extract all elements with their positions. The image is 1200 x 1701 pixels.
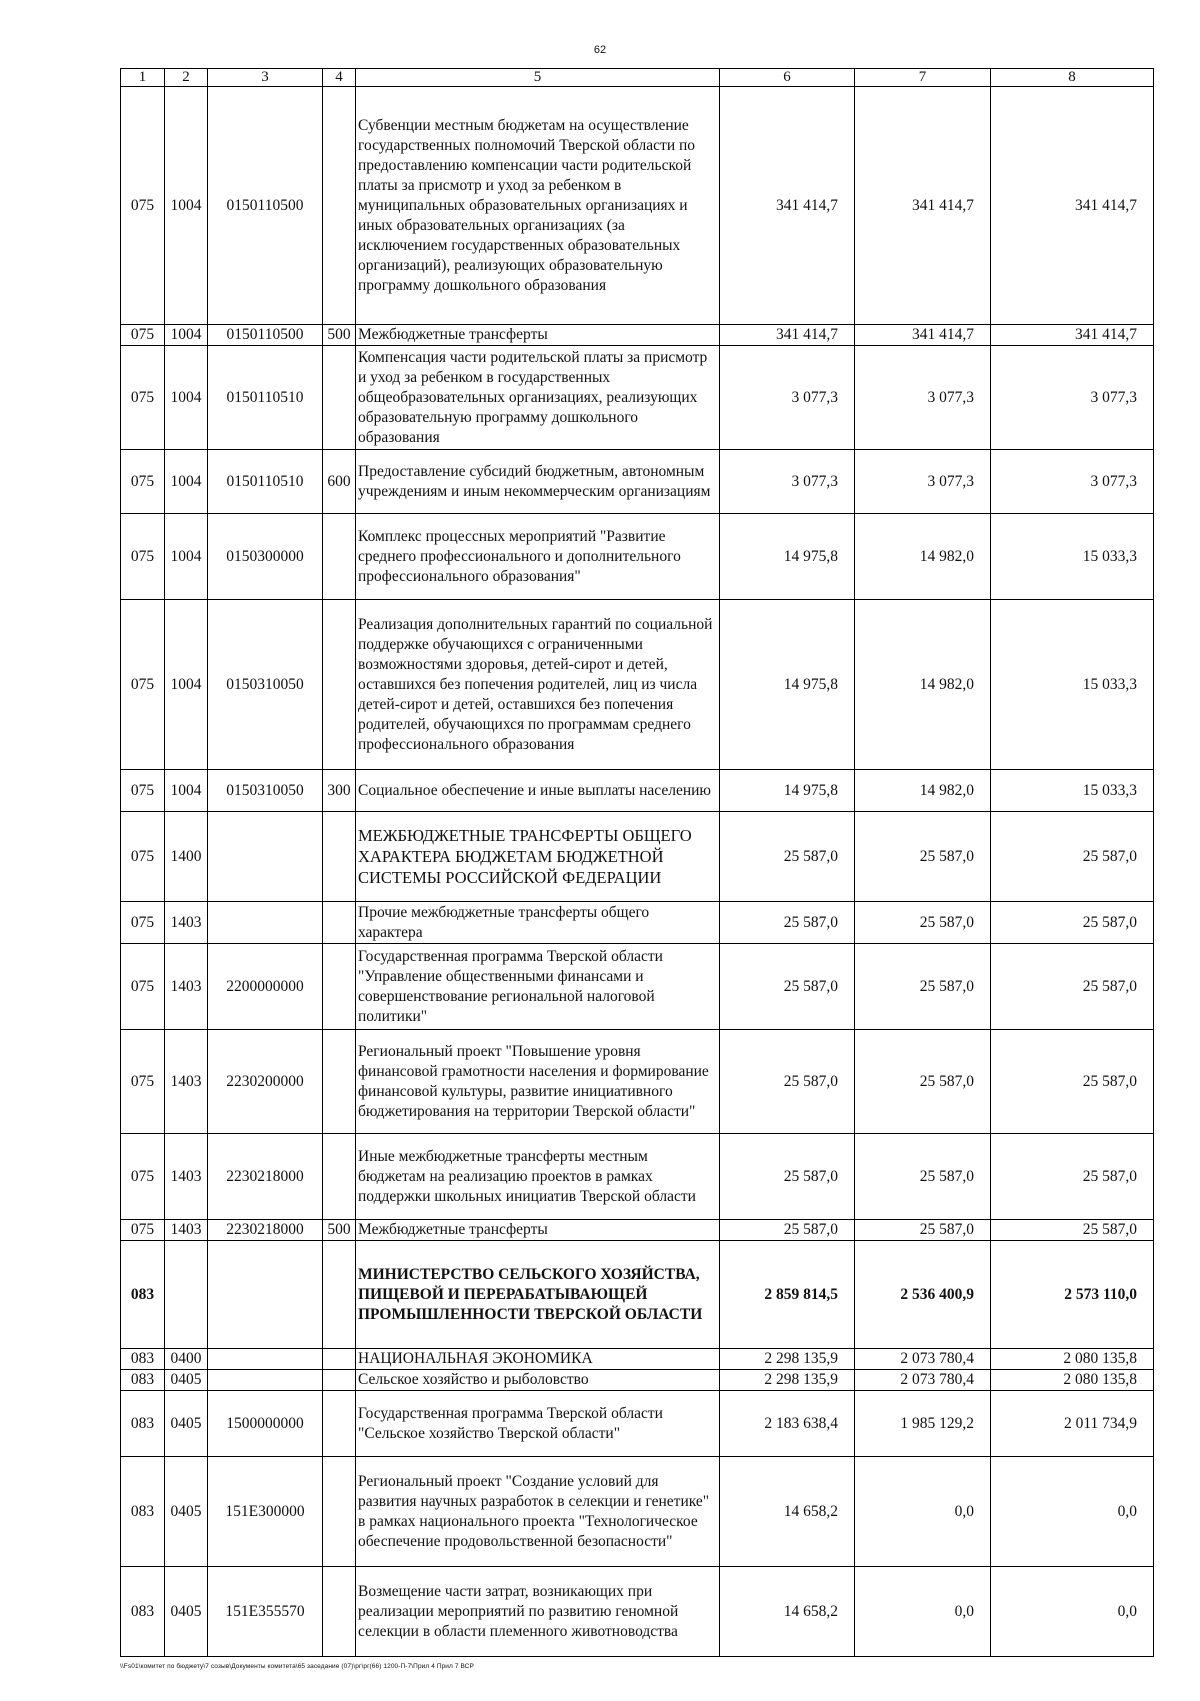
target-article-code: 2230218000 <box>208 1220 323 1241</box>
amount-col-6: 25 587,0 <box>720 812 855 902</box>
section-code: 1403 <box>165 944 208 1030</box>
header-cell: 3 <box>208 69 323 87</box>
amount-col-7: 25 587,0 <box>855 1220 991 1241</box>
expense-type-code: 500 <box>323 1220 356 1241</box>
item-description: Предоставление субсидий бюджетным, автономным учреждениям и иным некоммерческим организациям <box>356 450 720 514</box>
amount-col-8: 15 033,3 <box>991 770 1154 812</box>
ministry-code: 075 <box>121 770 165 812</box>
target-article-code: 0150300000 <box>208 514 323 600</box>
table-row <box>121 1349 1154 1370</box>
amount-col-8: 3 077,3 <box>991 346 1154 450</box>
ministry-code: 075 <box>121 325 165 346</box>
expense-type-code <box>323 600 356 770</box>
table-row <box>121 1030 1154 1134</box>
section-code: 1403 <box>165 902 208 944</box>
amount-col-7: 0,0 <box>855 1567 991 1657</box>
item-description: Комплекс процессных мероприятий "Развитие среднего профессионального и дополнительного профессионального образования" <box>356 514 720 600</box>
table-row <box>121 1457 1154 1567</box>
ministry-code: 083 <box>121 1567 165 1657</box>
item-description: Межбюджетные трансферты <box>356 1220 720 1241</box>
expense-type-code <box>323 1370 356 1391</box>
table-row <box>121 450 1154 514</box>
amount-col-7: 14 982,0 <box>855 600 991 770</box>
item-description: НАЦИОНАЛЬНАЯ ЭКОНОМИКА <box>356 1349 720 1370</box>
column-number-row <box>121 69 1154 87</box>
table-row <box>121 944 1154 1030</box>
item-description: Компенсация части родительской платы за присмотр и уход за ребенком в государственных общеобразовательных организациях, реализующих образовательную программу дошкольного образования <box>356 346 720 450</box>
amount-col-7: 25 587,0 <box>855 1030 991 1134</box>
amount-col-6: 2 859 814,5 <box>720 1241 855 1349</box>
target-article-code <box>208 1349 323 1370</box>
table-row <box>121 902 1154 944</box>
amount-col-7: 25 587,0 <box>855 944 991 1030</box>
target-article-code <box>208 812 323 902</box>
amount-col-8: 25 587,0 <box>991 1134 1154 1220</box>
amount-col-8: 2 573 110,0 <box>991 1241 1154 1349</box>
ministry-code: 075 <box>121 450 165 514</box>
table-row <box>121 770 1154 812</box>
section-code: 1004 <box>165 600 208 770</box>
section-code: 0405 <box>165 1457 208 1567</box>
table-row <box>121 1220 1154 1241</box>
table-row <box>121 1370 1154 1391</box>
expense-type-code <box>323 1349 356 1370</box>
section-code: 1400 <box>165 812 208 902</box>
expense-type-code: 600 <box>323 450 356 514</box>
amount-col-7: 2 536 400,9 <box>855 1241 991 1349</box>
section-code: 1004 <box>165 346 208 450</box>
expense-type-code <box>323 812 356 902</box>
amount-col-8: 3 077,3 <box>991 450 1154 514</box>
ministry-code: 075 <box>121 944 165 1030</box>
item-description: Региональный проект "Создание условий для развития научных разработок в селекции и генетике" в рамках национального проекта "Технологическое обеспечение продовольственной безопасности" <box>356 1457 720 1567</box>
table-row <box>121 346 1154 450</box>
target-article-code: 0150110510 <box>208 346 323 450</box>
amount-col-8: 2 080 135,8 <box>991 1370 1154 1391</box>
amount-col-8: 25 587,0 <box>991 944 1154 1030</box>
section-code: 1004 <box>165 450 208 514</box>
amount-col-8: 341 414,7 <box>991 87 1154 325</box>
amount-col-8: 0,0 <box>991 1567 1154 1657</box>
target-article-code: 151Е355570 <box>208 1567 323 1657</box>
target-article-code: 2200000000 <box>208 944 323 1030</box>
header-cell: 2 <box>165 69 208 87</box>
amount-col-6: 25 587,0 <box>720 944 855 1030</box>
amount-col-7: 2 073 780,4 <box>855 1349 991 1370</box>
target-article-code: 151Е300000 <box>208 1457 323 1567</box>
table-row-ministry <box>121 1241 1154 1349</box>
amount-col-7: 341 414,7 <box>855 325 991 346</box>
amount-col-6: 25 587,0 <box>720 1220 855 1241</box>
header-cell: 7 <box>855 69 991 87</box>
table-row <box>121 1391 1154 1457</box>
ministry-code: 075 <box>121 812 165 902</box>
amount-col-6: 3 077,3 <box>720 346 855 450</box>
amount-col-6: 14 975,8 <box>720 770 855 812</box>
expense-type-code <box>323 1567 356 1657</box>
item-description: Возмещение части затрат, возникающих при реализации мероприятий по развитию геномной селекции в области племенного животноводства <box>356 1567 720 1657</box>
item-description: Межбюджетные трансферты <box>356 325 720 346</box>
amount-col-7: 25 587,0 <box>855 812 991 902</box>
item-description: Государственная программа Тверской области "Управление общественными финансами и совершенствование региональной налоговой политики" <box>356 944 720 1030</box>
section-code: 1403 <box>165 1030 208 1134</box>
expense-type-code <box>323 346 356 450</box>
item-description: Субвенции местным бюджетам на осуществление государственных полномочий Тверской области по предоставлению компенсации части родительской платы за присмотр и уход за ребенком в муниципальных образовательных организациях и иных образовательных организациях (за исключением государственных образовательных организаций), реализующих образовательную программу дошкольного образования <box>356 87 720 325</box>
target-article-code <box>208 1370 323 1391</box>
section-code: 1004 <box>165 770 208 812</box>
ministry-code: 075 <box>121 1134 165 1220</box>
amount-col-8: 25 587,0 <box>991 1030 1154 1134</box>
budget-table <box>120 68 1154 1657</box>
expense-type-code <box>323 1134 356 1220</box>
table-row <box>121 812 1154 902</box>
section-code: 1004 <box>165 87 208 325</box>
amount-col-8: 2 080 135,8 <box>991 1349 1154 1370</box>
amount-col-8: 0,0 <box>991 1457 1154 1567</box>
table-row <box>121 514 1154 600</box>
target-article-code: 0150110510 <box>208 450 323 514</box>
amount-col-8: 341 414,7 <box>991 325 1154 346</box>
target-article-code <box>208 902 323 944</box>
table-row <box>121 325 1154 346</box>
amount-col-6: 14 975,8 <box>720 514 855 600</box>
header-cell: 6 <box>720 69 855 87</box>
target-article-code <box>208 1241 323 1349</box>
ministry-code: 075 <box>121 1030 165 1134</box>
section-code: 0400 <box>165 1349 208 1370</box>
target-article-code: 2230200000 <box>208 1030 323 1134</box>
section-code: 0405 <box>165 1370 208 1391</box>
amount-col-6: 14 658,2 <box>720 1457 855 1567</box>
expense-type-code: 500 <box>323 325 356 346</box>
expense-type-code <box>323 1241 356 1349</box>
file-path-footer: \\Fs01\комитет по бюджету\7 созыв\Документы комитета\65 заседание (07)\рг\рг(66) 1200-П-7\Прил 4 Прил 7 ВСР <box>120 1663 474 1670</box>
ministry-code: 075 <box>121 346 165 450</box>
amount-col-8: 25 587,0 <box>991 902 1154 944</box>
section-code: 1004 <box>165 325 208 346</box>
target-article-code: 0150310050 <box>208 600 323 770</box>
item-description: Сельское хозяйство и рыболовство <box>356 1370 720 1391</box>
amount-col-6: 3 077,3 <box>720 450 855 514</box>
item-description: Иные межбюджетные трансферты местным бюджетам на реализацию проектов в рамках поддержки школьных инициатив Тверской области <box>356 1134 720 1220</box>
target-article-code: 1500000000 <box>208 1391 323 1457</box>
target-article-code: 0150310050 <box>208 770 323 812</box>
table-row <box>121 600 1154 770</box>
section-code: 1403 <box>165 1220 208 1241</box>
amount-col-7: 3 077,3 <box>855 346 991 450</box>
target-article-code: 0150110500 <box>208 325 323 346</box>
ministry-code: 075 <box>121 87 165 325</box>
header-cell: 5 <box>356 69 720 87</box>
amount-col-7: 1 985 129,2 <box>855 1391 991 1457</box>
section-code <box>165 1241 208 1349</box>
target-article-code: 2230218000 <box>208 1134 323 1220</box>
amount-col-7: 3 077,3 <box>855 450 991 514</box>
item-description: Государственная программа Тверской области "Сельское хозяйство Тверской области" <box>356 1391 720 1457</box>
ministry-code: 075 <box>121 514 165 600</box>
ministry-code: 083 <box>121 1457 165 1567</box>
amount-col-7: 14 982,0 <box>855 514 991 600</box>
header-cell: 1 <box>121 69 165 87</box>
expense-type-code <box>323 1457 356 1567</box>
expense-type-code <box>323 87 356 325</box>
section-code: 0405 <box>165 1391 208 1457</box>
expense-type-code <box>323 514 356 600</box>
table-row <box>121 87 1154 325</box>
amount-col-7: 0,0 <box>855 1457 991 1567</box>
ministry-code: 075 <box>121 1220 165 1241</box>
amount-col-6: 14 975,8 <box>720 600 855 770</box>
amount-col-6: 25 587,0 <box>720 902 855 944</box>
amount-col-6: 341 414,7 <box>720 87 855 325</box>
amount-col-8: 15 033,3 <box>991 600 1154 770</box>
ministry-code: 083 <box>121 1370 165 1391</box>
expense-type-code <box>323 1030 356 1134</box>
ministry-code: 083 <box>121 1349 165 1370</box>
expense-type-code <box>323 1391 356 1457</box>
ministry-code: 075 <box>121 600 165 770</box>
ministry-code: 075 <box>121 902 165 944</box>
item-description: Региональный проект "Повышение уровня финансовой грамотности населения и формирование финансовой культуры, развитие инициативного бюджетирования на территории Тверской области" <box>356 1030 720 1134</box>
item-description: Прочие межбюджетные трансферты общего характера <box>356 902 720 944</box>
header-cell: 4 <box>323 69 356 87</box>
table-row <box>121 1567 1154 1657</box>
amount-col-8: 15 033,3 <box>991 514 1154 600</box>
amount-col-7: 14 982,0 <box>855 770 991 812</box>
section-code: 1004 <box>165 514 208 600</box>
amount-col-6: 341 414,7 <box>720 325 855 346</box>
header-cell: 8 <box>991 69 1154 87</box>
item-description: Социальное обеспечение и иные выплаты населению <box>356 770 720 812</box>
item-description: МИНИСТЕРСТВО СЕЛЬСКОГО ХОЗЯЙСТВА, ПИЩЕВОЙ И ПЕРЕРАБАТЫВАЮЩЕЙ ПРОМЫШЛЕННОСТИ ТВЕРСКОЙ ОБЛАСТИ <box>356 1241 720 1349</box>
amount-col-8: 25 587,0 <box>991 1220 1154 1241</box>
amount-col-6: 25 587,0 <box>720 1030 855 1134</box>
amount-col-6: 2 183 638,4 <box>720 1391 855 1457</box>
expense-type-code: 300 <box>323 770 356 812</box>
section-code: 1403 <box>165 1134 208 1220</box>
amount-col-7: 25 587,0 <box>855 902 991 944</box>
ministry-code: 083 <box>121 1391 165 1457</box>
section-code: 0405 <box>165 1567 208 1657</box>
expense-type-code <box>323 902 356 944</box>
page-number: 62 <box>593 44 607 56</box>
expense-type-code <box>323 944 356 1030</box>
amount-col-8: 2 011 734,9 <box>991 1391 1154 1457</box>
amount-col-7: 341 414,7 <box>855 87 991 325</box>
amount-col-8: 25 587,0 <box>991 812 1154 902</box>
ministry-code: 083 <box>121 1241 165 1349</box>
target-article-code: 0150110500 <box>208 87 323 325</box>
amount-col-7: 25 587,0 <box>855 1134 991 1220</box>
table-row <box>121 1134 1154 1220</box>
amount-col-6: 14 658,2 <box>720 1567 855 1657</box>
item-description: МЕЖБЮДЖЕТНЫЕ ТРАНСФЕРТЫ ОБЩЕГО ХАРАКТЕРА БЮДЖЕТАМ БЮДЖЕТНОЙ СИСТЕМЫ РОССИЙСКОЙ ФЕДЕРАЦИИ <box>356 812 720 902</box>
amount-col-6: 25 587,0 <box>720 1134 855 1220</box>
amount-col-7: 2 073 780,4 <box>855 1370 991 1391</box>
amount-col-6: 2 298 135,9 <box>720 1349 855 1370</box>
amount-col-6: 2 298 135,9 <box>720 1370 855 1391</box>
item-description: Реализация дополнительных гарантий по социальной поддержке обучающихся с ограниченными возможностями здоровья, детей-сирот и детей, оставшихся без попечения родителей, лиц из числа детей-сирот и детей, оставшихся без попечения родителей, обучающихся по программам среднего профессионального образования <box>356 600 720 770</box>
